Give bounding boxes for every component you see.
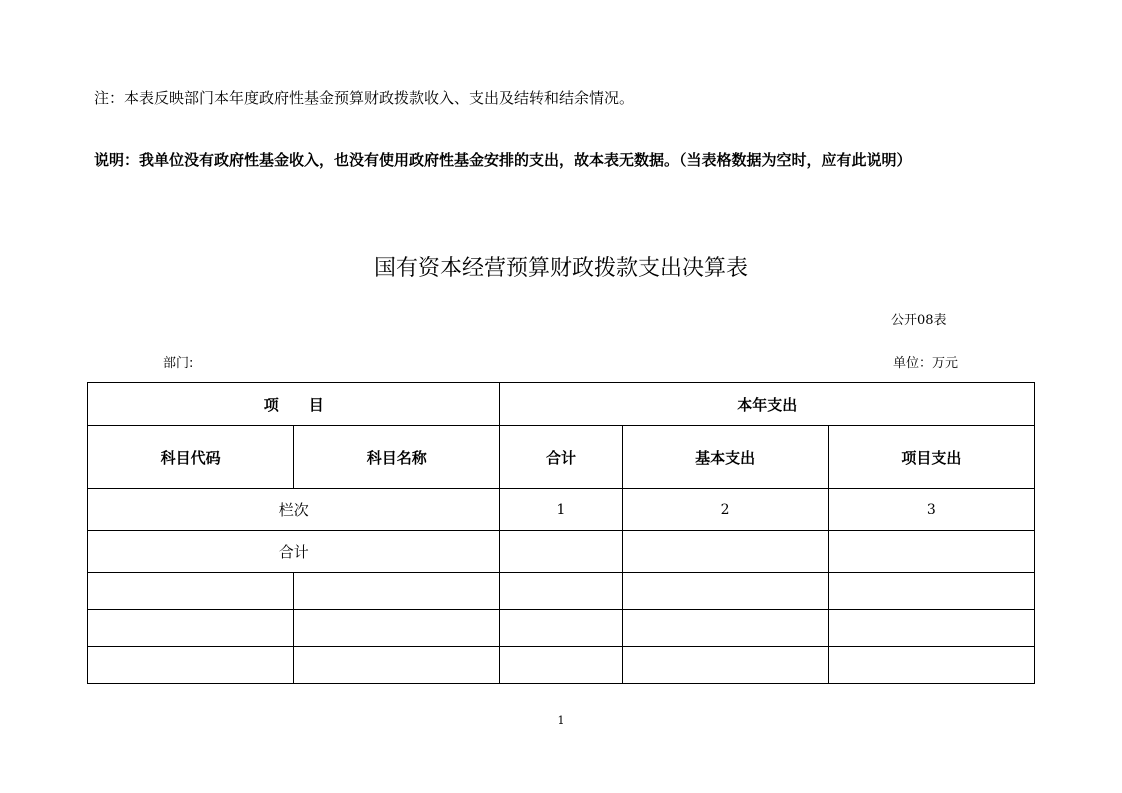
table-cell: [500, 573, 622, 610]
table-number: 公开08表: [891, 313, 947, 328]
table-row: [88, 573, 1035, 610]
page-title: 国有资本经营预算财政拨款支出决算表: [373, 256, 748, 281]
table-cell: [88, 647, 294, 684]
header-row-top: [88, 383, 1035, 426]
explanation-text: 说明：我单位没有政府性基金收入，也没有使用政府性基金安排的支出，故本表无数据。（当表格数据为空时，应有此说明）: [94, 151, 912, 169]
column-index-1: 1: [500, 489, 622, 531]
table-cell: [294, 573, 500, 610]
table-cell: [500, 647, 622, 684]
table-cell: [622, 647, 828, 684]
table-cell: [828, 647, 1034, 684]
table-cell: [622, 573, 828, 610]
table-cell: [828, 610, 1034, 647]
col-total: 合计: [500, 426, 622, 489]
table-cell: [88, 573, 294, 610]
page-number: 1: [557, 714, 565, 727]
table-cell: [294, 647, 500, 684]
total-row-project-cell: [828, 531, 1034, 573]
column-index-label: 栏次: [88, 489, 500, 531]
column-index-2: 2: [622, 489, 828, 531]
table-cell: [294, 610, 500, 647]
unit-label: 单位：万元: [893, 356, 959, 371]
table-cell: [828, 573, 1034, 610]
col-project-expense: 项目支出: [828, 426, 1034, 489]
column-index-row: [88, 489, 1035, 531]
table-cell: [88, 610, 294, 647]
table-cell: [500, 610, 622, 647]
total-row-total-cell: [500, 531, 622, 573]
total-row-label: 合计: [88, 531, 500, 573]
table-row: [88, 610, 1035, 647]
col-subject-name: 科目名称: [294, 426, 500, 489]
total-row-basic-cell: [622, 531, 828, 573]
table-note: 注：本表反映部门本年度政府性基金预算财政拨款收入、支出及结转和结余情况。: [94, 89, 635, 107]
budget-table: [87, 382, 1035, 684]
table-cell: [622, 610, 828, 647]
department-label: 部门:: [163, 356, 194, 371]
total-row: [88, 531, 1035, 573]
column-index-3: 3: [828, 489, 1034, 531]
col-basic-expense: 基本支出: [622, 426, 828, 489]
table-row: [88, 647, 1035, 684]
header-row-columns: [88, 426, 1035, 489]
header-items-cell: 项 目: [88, 383, 500, 426]
col-subject-code: 科目代码: [88, 426, 294, 489]
header-year-expense-cell: 本年支出: [500, 383, 1035, 426]
